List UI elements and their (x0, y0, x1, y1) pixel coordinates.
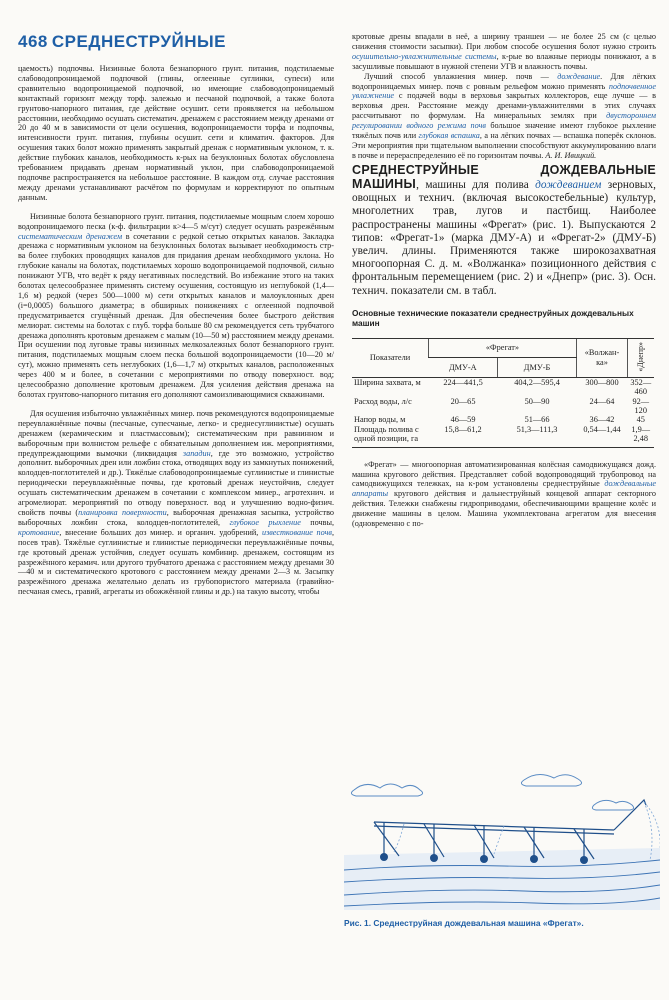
figure-caption: Рис. 1. Среднеструйная дождевальная машина «Фрегат». (344, 918, 584, 928)
table-cell: 51—66 (524, 415, 550, 425)
table-title: Основные технические показатели среднеструйных дождевальных машин (352, 307, 634, 328)
right-column (352, 32, 656, 529)
term-link[interactable]: глубокое рыхление (229, 517, 301, 527)
paragraph: «Фрегат» — многоопорная автоматизированная колёсная самодвижущаяся дожд. машина кругового действия. Представляет собой водопроводящий трубопровод на самодвижущихся тележках, на к-ром установлены среднеструйные дождевальные аппараты кругового действия и дальнеструйный концевой аппарат секторного действия. Тележки снабжены гидроприводами, обеспечивающими вращение колёс и движение машины в целом. Машина укомплектована агрегатом для внесения (одновременно с по- (352, 459, 657, 529)
page-number: 468 (18, 32, 48, 51)
term-link[interactable]: систематическим дренажем (18, 231, 123, 241)
table-row (352, 377, 654, 396)
table-cell: 300—800 (585, 377, 619, 387)
row-label: Площадь полива с одной позиции, га (352, 425, 429, 447)
paragraph: цаемость) подпочвы. Низинные болота безнапорного грунт. питания, подстилаемые слабоводопроницаемой подпочвой (глины, оглеенные суглинки, супеси) или сравнительно водопроницаемой подпочвой, но имеющие слабоводопроницаемый контактный горизонт между торф. залежью и песчаной подпочвой, а также болота грунтово-напорного питания, где действие осушит. сети проявляется на небольшом расстоянии, необходимо осушать систематич. дренажем с расстоянием между дренами от 20 до 40 м в зависимости от цели осушения, водопроницаемости торфа и подпочвы, интенсивности грунт. питания, глубины осушит. сети и климатич. факторов. Для осушения таких болот можно применять закрытый дренаж с нормативным уклоном, т. к. действие глубоких каналов, необходимость к-рых на безуклонных болотах обусловлена требованием придавать дренам нормативный уклон, при слабоводопроницаемой подпочве распространяется на небольшое расстояние. В каждом отд. случае расстояния между дренами устанавливают расчётом по формулам и корректируют по опытным данным. (18, 64, 334, 202)
table-row (352, 425, 654, 447)
author-signature: А. И. Ивицкий. (545, 150, 597, 160)
left-column (18, 64, 334, 597)
running-title: СРЕДНЕСТРУЙНЫЕ (51, 32, 226, 51)
specs-table (352, 338, 654, 448)
term-link[interactable]: двустороннем регулировании водного режима почв (352, 111, 656, 131)
term-link[interactable]: дождевание (557, 71, 601, 81)
term-link[interactable]: дождевальные аппараты (352, 479, 657, 499)
table-row (352, 415, 654, 424)
paragraph: кротовые дрены впадали в неё, а ширину траншеи — не более 25 см (с целью снижения стоимости засыпки). При любом способе осушения болот нужно строить осушительно-увлажнительные системы, к-рые во влажные периоды понижают, а в засушливые повышают в нужной степени УГВ и влажность почвы. (352, 32, 656, 71)
table-cell: 404,2—595,4 (514, 377, 560, 387)
col-header-volzhanka: «Волжан-ка» (577, 338, 628, 377)
table-cell: 51,3—111,3 (498, 425, 577, 447)
term-link[interactable]: кротование (18, 527, 60, 537)
term-link[interactable]: глубокая вспашка (418, 131, 480, 141)
table-cell: 36—42 (589, 415, 615, 425)
col-header-dmu-a: ДМУ-А (429, 358, 498, 378)
table-cell: 1,9—2,48 (628, 425, 655, 447)
table-row (352, 397, 654, 416)
col-header-dmu-b: ДМУ-Б (498, 358, 577, 378)
term-link[interactable]: осушительно-увлажнительные системы (352, 51, 497, 61)
table-cell: 224—441,5 (443, 377, 483, 387)
row-label: Расход воды, л/с (354, 396, 412, 406)
paragraph: Для осушения избыточно увлажнённых минер. почв рекомендуются водопроницаемые переувлажнённые почвы (песчаные, супесчаные, легко- и среднесуглинистые) осушать дренажем (керамическим и пластмассовым); систематическим при равнинном и выборочным при волнистом рельефе с обязательным дополнением иж. мероприятиями, предупреждающими вымочки (ликвидация западин, где это возможно, устройство дополнит. выборочных дрен или ложбин стока, отводящих воду из замкнутых понижений, колодцев-поглотителей и др.). Тяжёлые слабоводопроницаемые суглинистые и глинистые периодически переувлажнённые почвы, где кротовый дренаж неустойчив, следует осушать систематическим дренажем в сочетании с комплексом минер., агротехнич. и агромелиорат. мероприятий по отводу поверхност. вод и улучшению водно-физич. свойств почвы (планировка поверхности, выборочная дренажная засыпка, устройство выборочных ложбин стока, колодцев-поглотителей, глубокое рыхление почвы, кротование, внесение больших доз минер. и органич. удобрений, известкование почв, посев трав). Тяжёлые суглинистые и глинистые периодически переувлажнённые почвы, где кротовый дренаж устойчив, следует осушать комбинир. дренажем, состоящим из разрежённого керамич. или другого трубчатого дренажа с расстоянием между дренами 30—40 м и систематического кротового с расстоянием между дренами 2—3 м. Засыпку разрежённого дренажа желательно делать из грубопористого материала (гравийно-песчаная смесь, гравий, агрегаты из обожжённой глины и др.) на такую высоту, чтобы (18, 408, 335, 597)
irrigation-machine-illustration (344, 760, 660, 910)
entry-paragraph: СРЕДНЕСТРУЙНЫЕ ДОЖДЕВАЛЬНЫЕ МАШИНЫ, машины для полива дождеванием зерновых, овощных и технич. (включая высокостебельные) культур, многолетних трав, лугов и пастбищ. Наиболее распространены машины «Фрегат» (рис. 1). Выпускаются 2 типов: «Фрегат-1» (марка ДМУ-А) и «Фрегат-2» (ДМУ-Б) увелич. длины. Применяются также широкозахватная многоопорная С. д. м. «Волжанка» позиционного действия с фронтальным перемещением (рис. 2) и «Днепр» (рис. 3). Осн. технич. показатели см. в табл. (352, 162, 656, 297)
table-cell: 92—120 (632, 396, 650, 416)
page-header (18, 32, 318, 56)
col-header-fregat: «Фрегат» (429, 338, 577, 357)
table-cell: 20—65 (450, 396, 476, 406)
table-cell: 24—64 (589, 396, 615, 406)
col-header-dnepr: «Днепр» (636, 341, 646, 372)
table-body (352, 377, 654, 447)
row-label: Ширина захвата, м (354, 377, 421, 387)
term-link[interactable]: подпочвенное увлажнение (352, 81, 657, 101)
col-header-indicators: Показатели (352, 338, 429, 377)
table-cell: 15,8—61,2 (429, 425, 498, 447)
entry-headword: СРЕДНЕСТРУЙНЫЕ ДОЖДЕВАЛЬНЫЕ МАШИНЫ (352, 162, 656, 191)
term-link[interactable]: известкование почв (261, 527, 332, 537)
row-label: Напор воды, м (354, 415, 406, 425)
table-cell: 50—90 (524, 396, 550, 406)
term-link[interactable]: дождеванием (535, 178, 602, 191)
term-link[interactable]: западин (182, 448, 211, 458)
table-cell: 46—59 (450, 415, 476, 425)
table-cell: 352—460 (630, 377, 652, 397)
term-link[interactable]: планировка поверхности (78, 507, 167, 517)
table-cell: 0,54—1,44 (577, 425, 628, 447)
paragraph: Лучший способ увлажнения минер. почв — дождевание. Для лёгких водопроницаемых минер. почв с ровным рельефом можно применять подпочвенное увлажнение с подачей воды в верховья закрытых коллекторов, еще лучше — в верховья дрен. Расстояние между дренами-увлажнителями в этих случаях рассчитывают по формулам. На минеральных землях при двустороннем регулировании водного режима почв большое значение имеют глубокое рыхление тяжёлых почв или глубокая вспашка, а на лёгких почвах — вспашка поперёк склонов. Эти мероприятия при тщательном выполнении способствуют аккумулированию влаги в почве и перераспределению её по горизонтам почвы. А. И. Ивицкий. (352, 71, 657, 160)
paragraph: Низинные болота безнапорного грунт. питания, подстилаемые мощным слоем хорошо водопроницаемого песка (к-ф. фильтрации к>4—5 м/сут) следует осушать разрежённым систематическим дренажем в сочетании с редкой сетью открытых каналов. Закладка дренажа с нормативным уклоном на безуклонных болотах вызывает необходимость стр-ва более глубоких проводящих каналов для придания дренам необходимого уклона. Но глубокие каналы на болотах, подстилаемых хорошо водопроницаемой подпочвой, сильно понижают УГВ, что ведёт к ряду негативных последствий. Во избежание этого на таких болотах целесообразнее применять систему осушения, состоящую из неглубокой (1,4—1,6 м) редкой (через 500—1000 м) сети открытых каналов и малоуклонных дрен (i=0,0005) большого диаметра; в обширных понижениях с оглеенной подпочвой предусматривается сгущённый дренаж. Для обеспечения более быстрого действия мелиорат. системы на болотах с глуб. торфа больше 80 см рекомендуется сеть трубчатого дренажа дополнять кротовым дренажем с малым (10—50 м) расстоянием между дренами. При осушении под луговые травы низинных мелкозалежных болот безнапорного грунт. питания, подстилаемых мощным слоем песка большой водопроницаемости (10—20 м/сут), можно применять сеть неглубоких (1,6—1,7 м) открытых каналов, расположенных через 400 м и более, в сочетании с мероприятиями по отводу поверхност. вод; целесообразно дополнение кротовым дренажем. Для усиления действия дренажа на болотах грунтово-напорного питания его дополняют самоизливающимися скважинами. (18, 211, 335, 399)
table-cell: 45 (636, 415, 645, 425)
